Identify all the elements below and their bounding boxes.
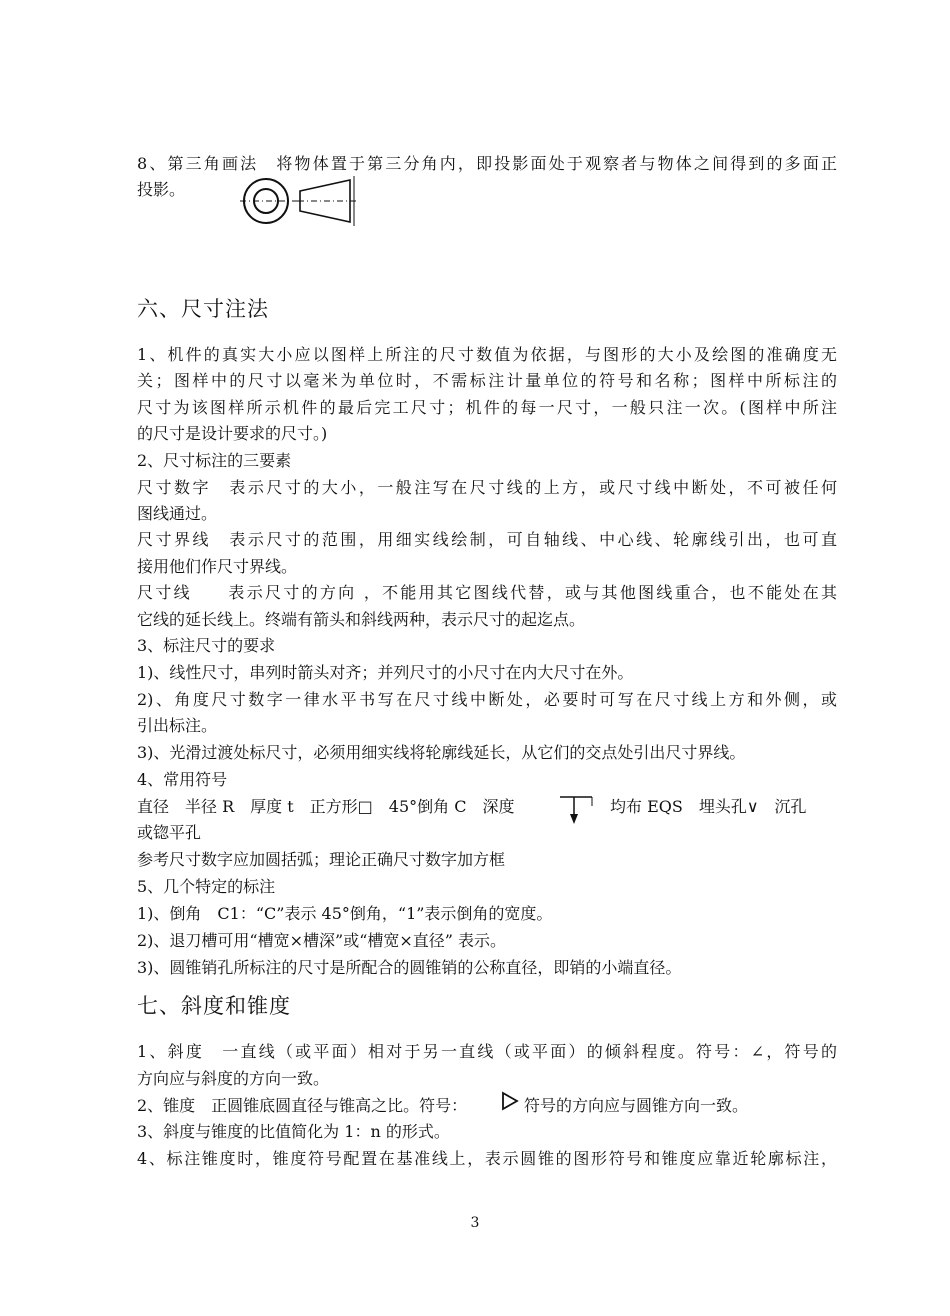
requirement-2-line-1: 2)、角度尺寸数字一律水平书写在尺寸线中断处，必要时可写在尺寸线上方和外侧，或 xyxy=(137,690,837,709)
third-angle-projection-symbol xyxy=(240,176,360,226)
symbols-line-part-b: 均布 EQS 埋头孔∨ 沉孔 xyxy=(610,797,807,816)
third-angle-text-line-1: 8、第三角画法 将物体置于第三分角内，即投影面处于观察者与物体之间得到的多面正 xyxy=(137,154,837,173)
taper-marking-line: 4、标注锥度时，锥度符号配置在基准线上，表示圆锥的图形符号和锥度应靠近轮廓标注， xyxy=(137,1149,837,1168)
requirement-1: 1)、线性尺寸，串列时箭头对齐；并列尺寸的小尺寸在内大尺寸在外。 xyxy=(137,663,634,682)
special-mark-3: 3)、圆锥销孔所标注的尺寸是所配合的圆锥销的公称直径，即销的小端直径。 xyxy=(137,958,682,977)
dim-line-line-1: 尺寸线 表示尺寸的方向 ，不能用其它图线代替，或与其他图线重合，也不能处在其 xyxy=(137,583,837,602)
special-mark-1: 1)、倒角 C1：“C”表示 45°倒角，“1”表示倒角的宽度。 xyxy=(137,904,553,923)
taper-text-part-b: 符号的方向应与圆锥方向一致。 xyxy=(524,1096,749,1115)
dim-line-line-2: 它线的延长线上。终端有箭头和斜线两种，表示尺寸的起迄点。 xyxy=(137,610,586,629)
dim-rule-1-line-2: 关；图样中的尺寸以毫米为单位时，不需标注计量单位的符号和名称；图样中所标注的 xyxy=(137,371,837,390)
dim-rule-1-line-4: 的尺寸是设计要求的尺寸。) xyxy=(137,424,328,443)
dim-number-line-1: 尺寸数字 表示尺寸的大小，一般注写在尺寸线的上方，或尺寸线中断处，不可被任何 xyxy=(137,478,837,497)
ratio-simplification: 3、斜度与锥度的比值简化为 1：n 的形式。 xyxy=(137,1122,450,1141)
common-symbols-title: 4、常用符号 xyxy=(137,770,228,789)
symbols-line-part-a: 直径 半径 R 厚度 t 正方形□ 45°倒角 C 深度 xyxy=(137,797,515,816)
special-marks-title: 5、几个特定的标注 xyxy=(137,877,276,896)
slope-line-1: 1、斜度 一直线（或平面）相对于另一直线（或平面）的倾斜程度。符号：∠，符号的 xyxy=(137,1042,837,1061)
reference-dimension-note: 参考尺寸数字应加圆括弧；理论正确尺寸数字加方框 xyxy=(137,850,506,869)
symbols-line-2: 或锪平孔 xyxy=(137,823,202,842)
three-elements-title: 2、尺寸标注的三要素 xyxy=(137,451,292,470)
ext-line-line-2: 接用他们作尺寸界线。 xyxy=(137,557,298,576)
taper-symbol-icon xyxy=(501,1091,519,1111)
third-angle-text-line-2: 投影。 xyxy=(137,180,186,199)
section-heading-slope-taper: 七、斜度和锥度 xyxy=(137,994,291,1018)
dim-rule-1-line-3: 尺寸为该图样所示机件的最后完工尺寸；机件的每一尺寸，一般只注一次。(图样中所注 xyxy=(137,398,837,417)
dim-rule-1-line-1: 1、机件的真实大小应以图样上所注的尺寸数值为依据，与图形的大小及绘图的准确度无 xyxy=(137,345,837,364)
section-heading-dimensioning: 六、尺寸注法 xyxy=(137,297,269,321)
special-mark-2: 2)、退刀槽可用“槽宽×槽深”或“槽宽×直径” 表示。 xyxy=(137,931,507,950)
requirements-title: 3、标注尺寸的要求 xyxy=(137,636,276,655)
dim-number-line-2: 图线通过。 xyxy=(137,504,218,523)
ext-line-line-1: 尺寸界线 表示尺寸的范围，用细实线绘制，可自轴线、中心线、轮廓线引出，也可直 xyxy=(137,530,837,549)
slope-line-2: 方向应与斜度的方向一致。 xyxy=(137,1069,330,1088)
page-number: 3 xyxy=(470,1215,480,1231)
taper-text-part-a: 2、锥度 正圆锥底圆直径与锥高之比。符号： xyxy=(137,1096,468,1115)
requirement-2-line-2: 引出标注。 xyxy=(137,716,218,735)
requirement-3: 3)、光滑过渡处标尺寸，必须用细实线将轮廓线延长，从它们的交点处引出尺寸界线。 xyxy=(137,743,746,762)
